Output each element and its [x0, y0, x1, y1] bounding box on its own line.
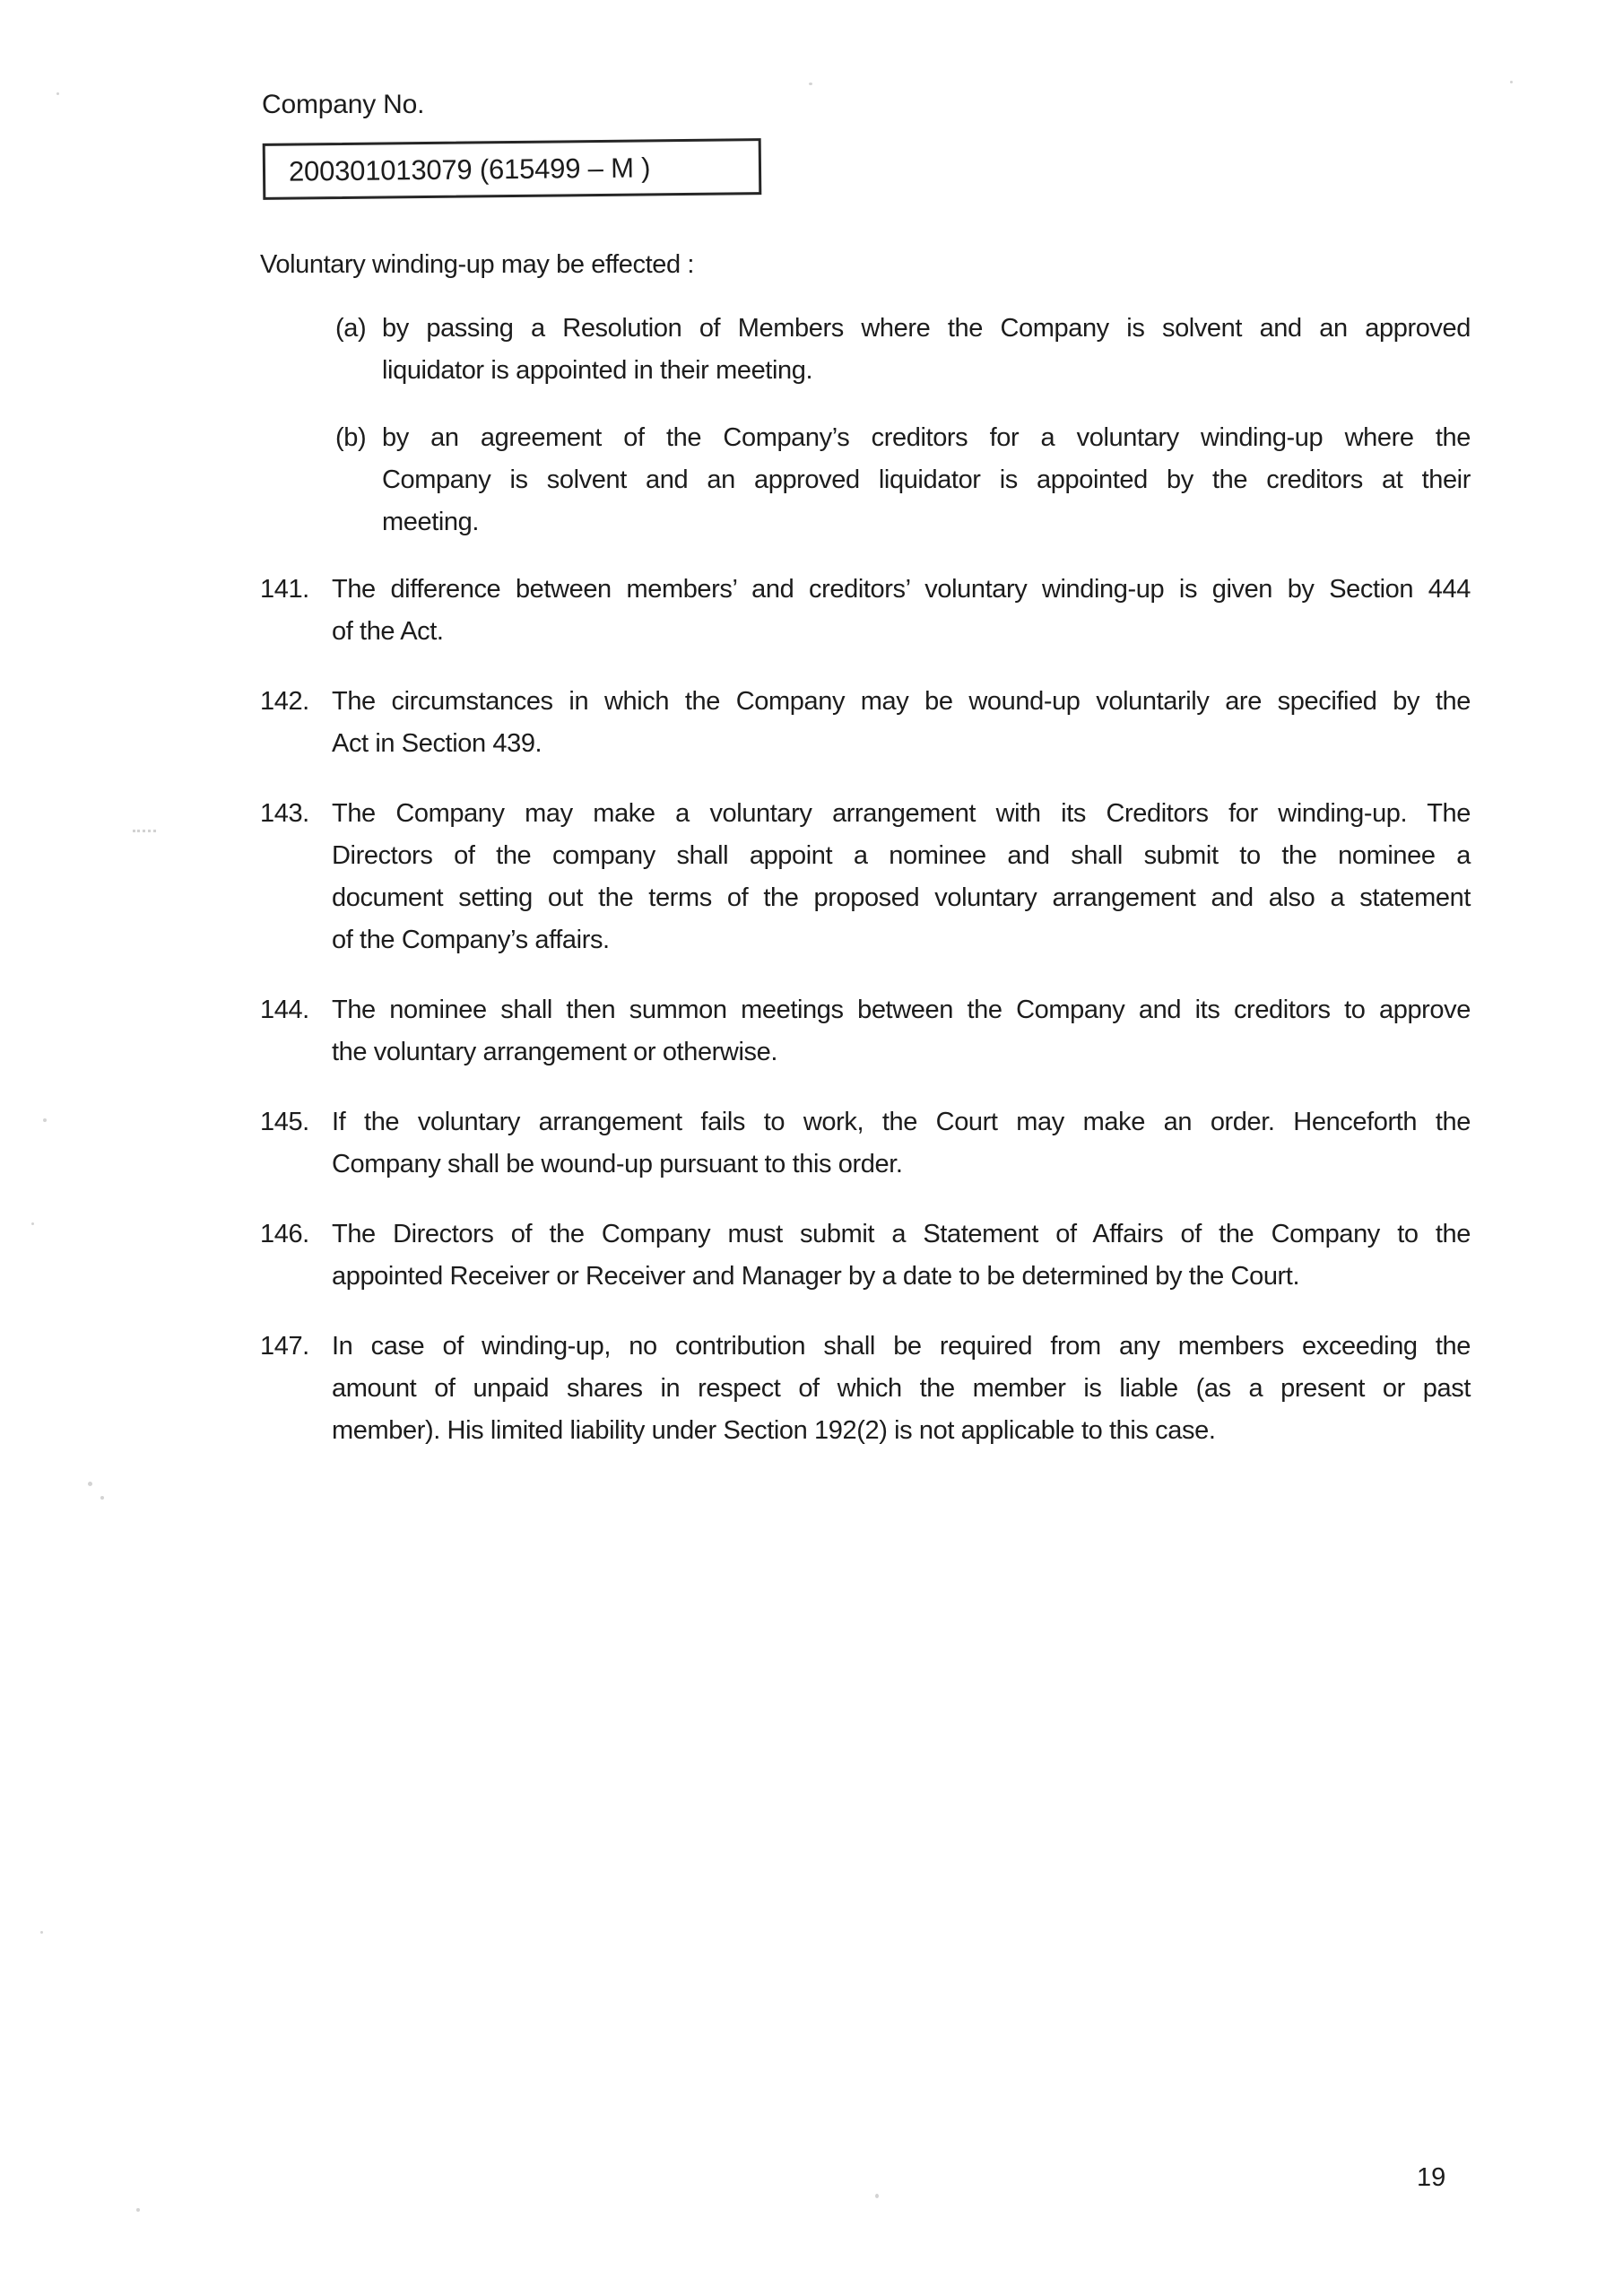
item-label: (a) — [335, 314, 367, 343]
item-text — [332, 989, 1471, 1074]
scan-speck — [56, 92, 59, 95]
paragraph-line: The difference between members’ and creditors’ voluntary winding-up is given by Section 444 — [332, 575, 1471, 604]
paragraph-line: the voluntary arrangement or otherwise. — [332, 1038, 777, 1066]
paragraph-line: appointed Receiver or Receiver and Manager by a date to be determined by the Court. — [332, 1262, 1300, 1291]
scan-speck — [40, 1931, 43, 1934]
item-text — [382, 308, 1471, 392]
paragraph-line: The Company may make a voluntary arrangement with its Creditors for winding-up. The — [332, 799, 1471, 828]
paragraph-line: by passing a Resolution of Members where the Company is solvent and an approved — [382, 314, 1471, 343]
scan-speck — [31, 1222, 34, 1225]
lettered-list — [260, 308, 1471, 544]
company-no-box — [263, 138, 762, 200]
scan-speck — [88, 1482, 92, 1486]
numbered-paragraph — [260, 681, 1471, 765]
item-text — [332, 1326, 1471, 1452]
item-label: 143. — [260, 799, 309, 828]
numbered-paragraph — [260, 569, 1471, 653]
paragraph-line: Act in Section 439. — [332, 729, 542, 758]
scan-speck — [43, 1118, 47, 1122]
lettered-paragraph — [335, 417, 1471, 544]
item-text — [332, 1101, 1471, 1186]
scan-speck — [136, 2208, 140, 2212]
paragraph-line: Company is solvent and an approved liquidator is appointed by the creditors at their — [382, 465, 1471, 494]
scan-speck — [1510, 81, 1513, 83]
paragraph-line: member). His limited liability under Section 192(2) is not applicable to this case. — [332, 1416, 1216, 1445]
scan-speck — [875, 2194, 879, 2198]
scan-speck — [133, 830, 156, 832]
numbered-paragraph — [260, 793, 1471, 961]
numbered-list — [260, 569, 1471, 1452]
numbered-paragraph — [260, 989, 1471, 1074]
paragraph-line: Company shall be wound-up pursuant to this order. — [332, 1150, 903, 1178]
item-label: 147. — [260, 1332, 309, 1361]
paragraph-line: of the Act. — [332, 617, 444, 646]
paragraph-line: If the voluntary arrangement fails to work, the Court may make an order. Henceforth the — [332, 1108, 1471, 1136]
paragraph-line: The nominee shall then summon meetings between the Company and its creditors to approve — [332, 996, 1471, 1024]
scan-speck — [809, 83, 812, 85]
intro-line: Voluntary winding-up may be effected : — [260, 250, 695, 279]
item-label: (b) — [335, 423, 367, 452]
paragraph-line: In case of winding-up, no contribution shall be required from any members exceeding the — [332, 1332, 1471, 1361]
item-text — [332, 569, 1471, 653]
lettered-paragraph — [335, 308, 1471, 392]
paragraph-line: Directors of the company shall appoint a nominee and shall submit to the nominee a — [332, 841, 1471, 870]
item-text — [382, 417, 1471, 544]
item-text — [332, 681, 1471, 765]
numbered-paragraph — [260, 1213, 1471, 1298]
item-text — [332, 793, 1471, 961]
item-label: 146. — [260, 1220, 309, 1248]
paragraph-line: liquidator is appointed in their meeting. — [382, 356, 813, 385]
paragraph-line: amount of unpaid shares in respect of which the member is liable (as a present or past — [332, 1374, 1471, 1403]
numbered-paragraph — [260, 1101, 1471, 1186]
item-label: 141. — [260, 575, 309, 604]
scan-speck — [100, 1496, 104, 1500]
paragraph-line: by an agreement of the Company’s creditors for a voluntary winding-up where the — [382, 423, 1471, 452]
item-text — [332, 1213, 1471, 1298]
page-number: 19 — [1417, 2163, 1446, 2192]
item-label: 144. — [260, 996, 309, 1024]
paragraph-line: The circumstances in which the Company may be wound-up voluntarily are specified by the — [332, 687, 1471, 716]
company-no-label: Company No. — [262, 90, 425, 119]
company-no-value: 200301013079 (615499 – M ) — [288, 151, 651, 187]
paragraph-line: of the Company’s affairs. — [332, 926, 610, 954]
paragraph-line: meeting. — [382, 508, 480, 536]
item-label: 145. — [260, 1108, 309, 1136]
item-label: 142. — [260, 687, 309, 716]
paragraph-line: The Directors of the Company must submit a Statement of Affairs of the Company to the — [332, 1220, 1471, 1248]
document-body — [260, 244, 1471, 1480]
paragraph-line: document setting out the terms of the proposed voluntary arrangement and also a statement — [332, 883, 1471, 912]
numbered-paragraph — [260, 1326, 1471, 1452]
